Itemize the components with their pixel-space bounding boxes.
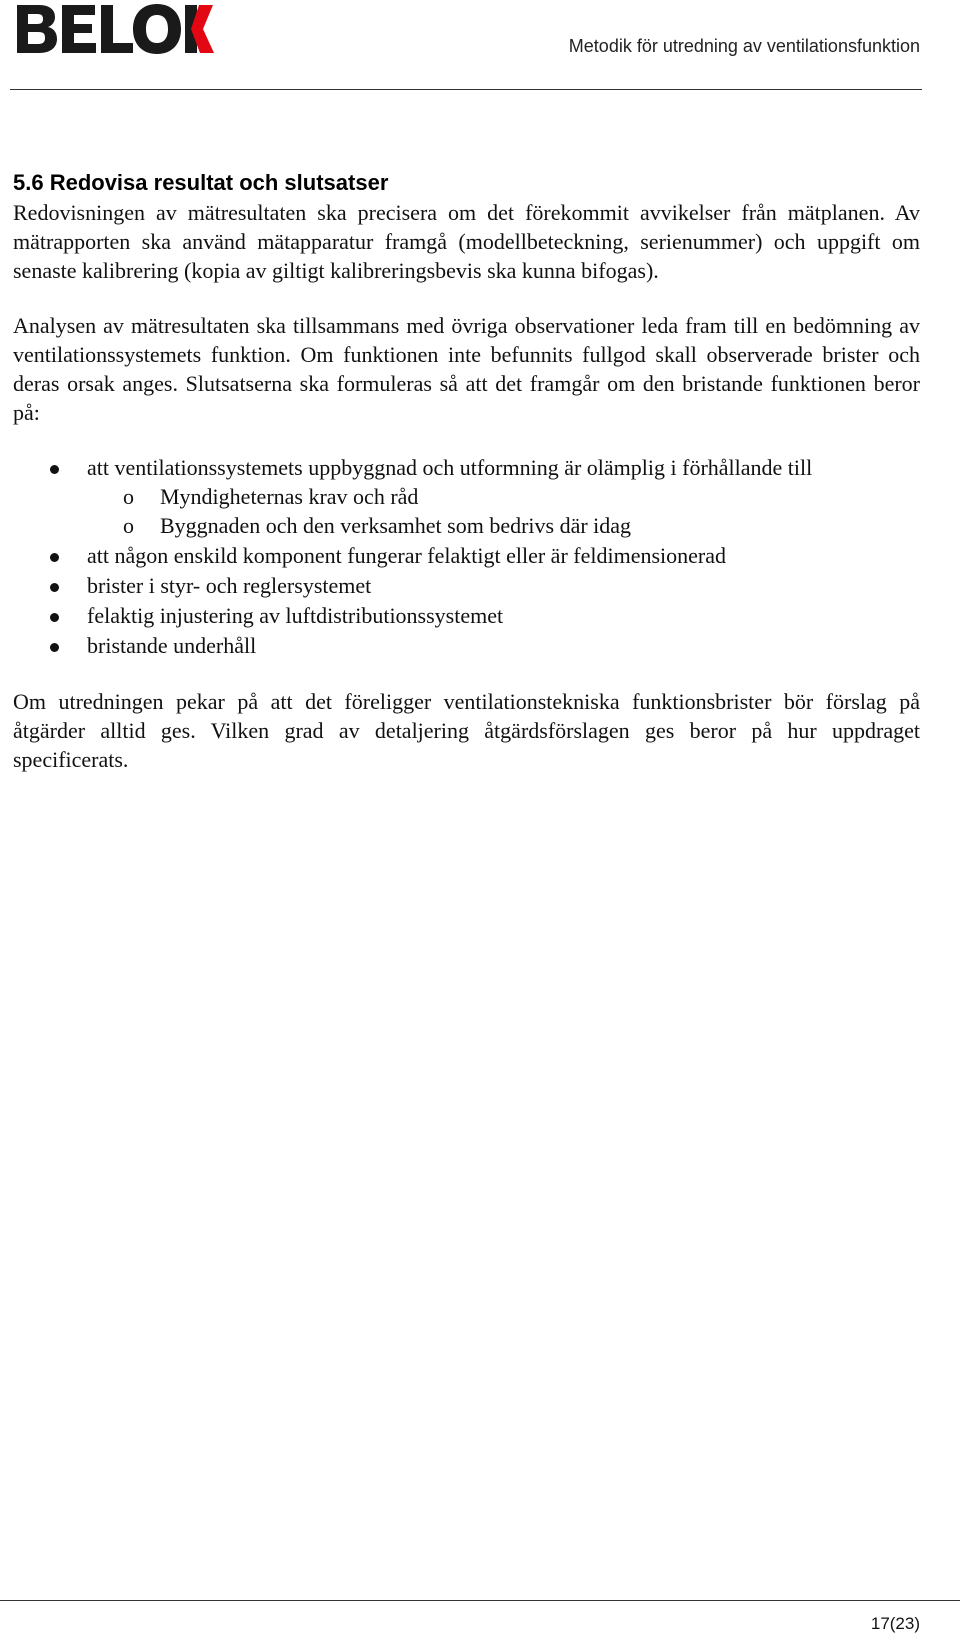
- logo-letter-l: [101, 5, 133, 53]
- sub-list-item-text: Byggnaden och den verksamhet som bedrivs där idag: [160, 513, 632, 538]
- sub-list-item-text: Myndigheternas krav och råd: [160, 484, 419, 509]
- belok-logo: [15, 3, 215, 55]
- logo-letter-o: [133, 4, 181, 54]
- logo-letter-e: [62, 5, 96, 53]
- list-item: [13, 453, 920, 540]
- sub-list-item: [87, 511, 920, 540]
- list-item: [13, 631, 920, 660]
- paragraph-conclusion: Om utredningen pekar på att det föreligger ventilationstekniska funktionsbrister bör förslag på åtgärder alltid ges. Vilken grad av detaljering åtgärdsförslagen ges beror på hur uppdraget specificerats.: [13, 689, 920, 772]
- header-divider: [10, 89, 922, 90]
- list-item-text: att ventilationssystemets uppbyggnad och utformning är olämplig i förhållande till: [87, 455, 813, 480]
- list-item: [13, 601, 920, 630]
- logo-letter-b: [17, 5, 57, 53]
- bullet-icon: [50, 465, 59, 474]
- bullet-icon: [50, 553, 59, 562]
- sub-bullet-marker: o: [123, 513, 134, 538]
- list-item: [13, 571, 920, 600]
- document-title: Metodik för utredning av ventilationsfunktion: [568, 36, 920, 56]
- sub-list: [87, 482, 920, 540]
- paragraph-analysis: Analysen av mätresultaten ska tillsammans med övriga observationer leda fram till en bedömning av ventilationssystemets funktion. Om funktionen inte befunnits fullgod skall observerade brister och deras orsak anges. Slutsatserna ska formuleras så att det framgår om den bristande funktionen beror på:: [13, 313, 920, 425]
- bullet-icon: [50, 583, 59, 592]
- sub-list-item: [87, 482, 920, 511]
- page-content: [13, 168, 920, 800]
- bullet-icon: [50, 613, 59, 622]
- list-item-text: bristande underhåll: [87, 633, 257, 658]
- list-item: [13, 541, 920, 570]
- section-heading: 5.6 Redovisa resultat och slutsatser: [13, 170, 389, 195]
- page-number: 17(23): [870, 1614, 920, 1633]
- sub-bullet-marker: o: [123, 484, 134, 509]
- list-item-text: att någon enskild komponent fungerar felaktigt eller är feldimensionerad: [87, 543, 726, 568]
- bullet-icon: [50, 643, 59, 652]
- cause-list: [13, 453, 920, 660]
- list-item-text: brister i styr- och reglersystemet: [87, 573, 372, 598]
- page-header: [0, 0, 960, 92]
- footer-divider: [0, 1600, 960, 1601]
- list-item-text: felaktig injustering av luftdistributionssystemet: [87, 603, 504, 628]
- paragraph-measurement-report: Redovisningen av mätresultaten ska precisera om det förekommit avvikelser från mätplanen. Av mätrapporten ska använd mätapparatur framgå (modellbeteckning, serienummer) och uppgift om senaste kalibrering (kopia av giltigt kalibreringsbevis ska kunna bifogas).: [13, 200, 920, 283]
